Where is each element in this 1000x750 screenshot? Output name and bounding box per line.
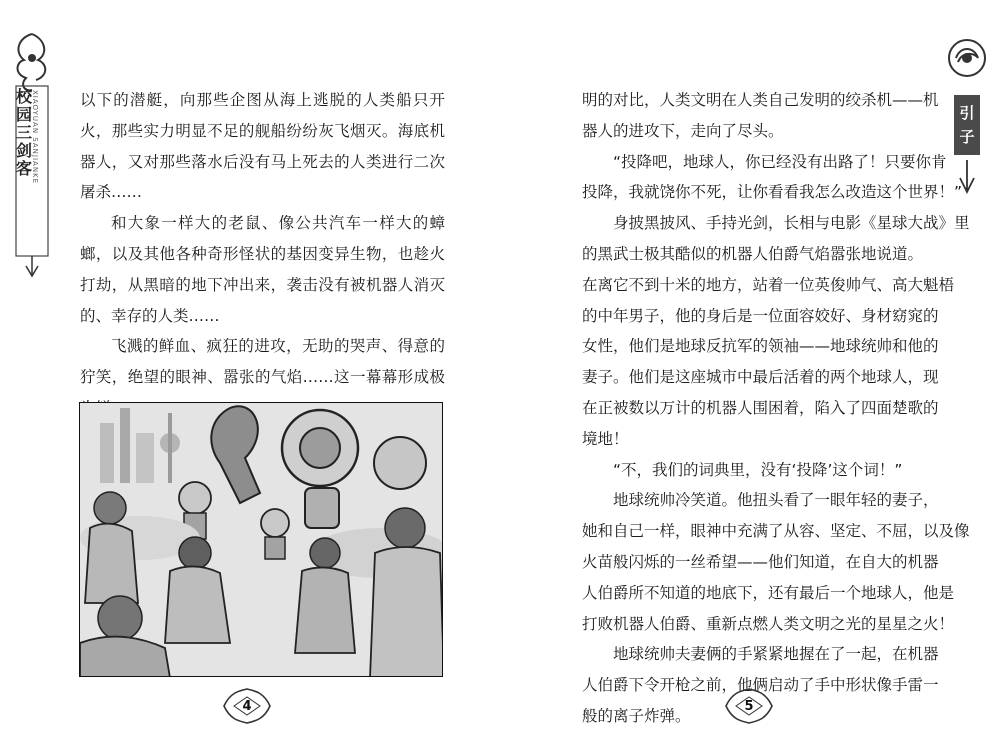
paragraph: 和大象一样大的老鼠、像公共汽车一样大的蟑螂，以及其他各种奇形怪状的基因变异生物，也趁火打劫，从黑暗的地下冲出来，袭击没有被机器人消灭的、幸存的人类…… <box>80 214 445 325</box>
text-line: 器人的进攻下，走向了尽头。 <box>582 121 784 140</box>
page-number: 4 <box>242 699 252 714</box>
page-number-badge <box>220 685 274 727</box>
text-line: 般的离子炸弹。 <box>582 706 691 725</box>
right-body-text <box>582 85 970 732</box>
page-number: 5 <box>744 699 754 714</box>
series-title-char: 校 <box>15 87 32 106</box>
text-line: “投降吧，地球人，你已经没有出路了！只要你肯 <box>613 152 947 171</box>
series-title-char: 园 <box>15 105 32 124</box>
text-line: 在离它不到十米的地方，站着一位英俊帅气、高大魁梧 <box>582 275 955 294</box>
text-line: 境地！ <box>582 429 629 448</box>
text-line: 的黑武士极其酷似的机器人伯爵气焰嚣张地说道。 <box>582 244 924 263</box>
text-line: 投降，我就饶你不死，让你看看我怎么改造这个世界！” <box>582 183 963 202</box>
battle-scene-image <box>80 403 443 677</box>
left-body-text <box>80 85 445 424</box>
series-title-char: 客 <box>15 159 32 178</box>
text-line: 她和自己一样，眼神中充满了从容、坚定、不屈，以及像 <box>582 522 970 541</box>
chapter-tab-char: 子 <box>959 128 975 146</box>
paragraph: 以下的潜艇，向那些企图从海上逃脱的人类船只开火，那些实力明显不足的舰船纷纷灰飞烟灭。海底机器人，又对那些落水后没有马上死去的人类进行二次屠杀…… <box>80 91 445 202</box>
chapter-tab <box>954 95 980 155</box>
text-line: 身披黑披风、手持光剑，长相与电影《星球大战》里 <box>613 214 970 233</box>
text-line: 在正被数以万计的机器人围困着，陷入了四面楚歌的 <box>582 398 939 417</box>
text-line: 地球统帅冷笑道。他扭头看了一眼年轻的妻子， <box>613 491 939 510</box>
text-line: 地球统帅夫妻俩的手紧紧地握在了一起，在机器 <box>613 645 939 664</box>
text-line: “不，我们的词典里，没有‘投降’这个词！” <box>613 460 903 479</box>
series-title-char: 三 <box>15 123 32 142</box>
text-line: 妻子。他们是这座城市中最后活着的两个地球人，现 <box>582 368 939 387</box>
text-line: 的中年男子，他的身后是一位面容姣好、身材窈窕的 <box>582 306 939 325</box>
series-subtitle: XIAOYUAN SANJIANKE <box>31 90 39 185</box>
comic-illustration <box>79 402 443 677</box>
chapter-tab-char: 引 <box>959 104 975 122</box>
paragraph: 飞溅的鲜血、疯狂的进攻，无助的哭声、得意的狞笑，绝望的眼神、嚣张的气焰……这一幕幕形成极 <box>80 337 445 387</box>
text-line: 明的对比，人类文明在人类自己发明的绞杀机——机 <box>582 91 939 109</box>
series-title-char: 剑 <box>15 141 32 160</box>
text-line: 火苗般闪烁的一丝希望——他们知道，在自大的机器 <box>582 552 939 571</box>
text-line: 人伯爵所不知道的地底下，还有最后一个地球人，他是 <box>582 583 955 602</box>
text-line: 人伯爵下令开枪之前，他俩启动了手中形状像手雷一 <box>582 676 939 695</box>
page-number-badge <box>722 685 776 727</box>
text-line: 女性，他们是地球反抗军的领袖——地球统帅和他的 <box>582 337 939 356</box>
text-line: 打败机器人伯爵、重新点燃人类文明之光的星星之火！ <box>582 614 955 633</box>
